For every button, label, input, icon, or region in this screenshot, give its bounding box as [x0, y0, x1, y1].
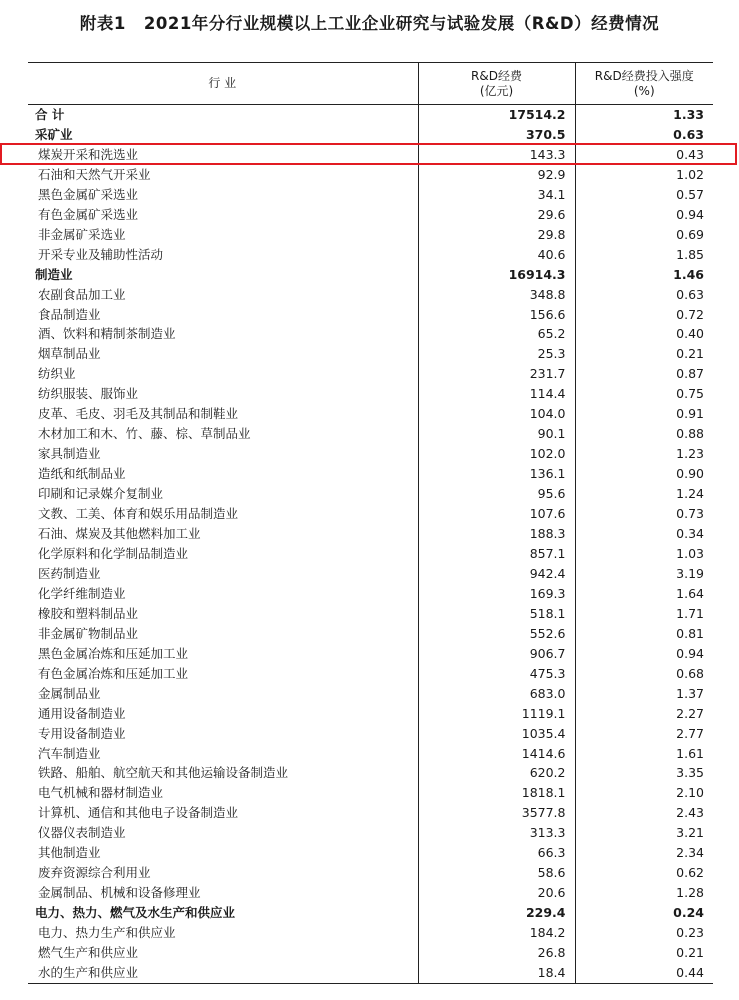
table-row — [28, 185, 713, 205]
rd-intensity-value: 1.28 — [575, 883, 713, 903]
rd-intensity-value: 0.90 — [575, 464, 713, 484]
rd-expenditure-value: 1414.6 — [418, 744, 575, 764]
table-row — [28, 444, 713, 464]
rd-intensity-value: 0.73 — [575, 504, 713, 524]
industry-name: 专用设备制造业 — [38, 725, 126, 741]
rd-intensity-value: 0.88 — [575, 424, 713, 444]
rd-expenditure-value: 857.1 — [418, 544, 575, 564]
table-row — [28, 644, 713, 664]
table-row — [28, 604, 713, 624]
rd-intensity-value: 0.91 — [575, 404, 713, 424]
table-row — [28, 783, 713, 803]
rd-expenditure-value: 16914.3 — [418, 265, 575, 285]
industry-name: 烟草制品业 — [38, 346, 101, 362]
rd-expenditure-value: 1035.4 — [418, 724, 575, 744]
industry-name: 汽车制造业 — [38, 745, 101, 761]
rd-intensity-value: 1.64 — [575, 584, 713, 604]
industry-name: 黑色金属冶炼和压延加工业 — [38, 645, 189, 661]
rd-expenditure-value: 114.4 — [418, 384, 575, 404]
rd-intensity-value: 0.57 — [575, 185, 713, 205]
table-row — [28, 105, 713, 125]
table-row — [28, 324, 713, 344]
header-rd-unit: (亿元) — [479, 83, 514, 98]
table-row — [28, 384, 713, 404]
industry-name: 文教、工美、体育和娱乐用品制造业 — [38, 506, 239, 522]
rd-intensity-value: 0.40 — [575, 324, 713, 344]
rd-expenditure-value: 313.3 — [418, 823, 575, 843]
rd-intensity-value: 1.71 — [575, 604, 713, 624]
industry-name: 燃气生产和供应业 — [38, 945, 139, 961]
table-row — [28, 504, 713, 524]
header-industry: 行 业 — [28, 63, 418, 105]
industry-name: 有色金属矿采选业 — [38, 206, 139, 222]
rd-intensity-value: 0.34 — [575, 524, 713, 544]
rd-expenditure-value: 518.1 — [418, 604, 575, 624]
industry-name: 制造业 — [35, 266, 73, 282]
table-row — [28, 265, 713, 285]
table-row — [28, 923, 713, 943]
rd-expenditure-value: 552.6 — [418, 624, 575, 644]
industry-name: 酒、饮料和精制茶制造业 — [38, 326, 176, 342]
rd-intensity-value: 0.94 — [575, 644, 713, 664]
industry-name: 黑色金属矿采选业 — [38, 186, 139, 202]
table-row — [28, 724, 713, 744]
industry-name: 有色金属冶炼和压延加工业 — [38, 665, 189, 681]
table-row — [28, 205, 713, 225]
rd-expenditure-value: 40.6 — [418, 245, 575, 265]
rd-expenditure-value: 143.3 — [418, 145, 575, 165]
table-row — [28, 364, 713, 384]
table-row — [28, 763, 713, 783]
table-row — [28, 624, 713, 644]
rd-expenditure-value: 17514.2 — [418, 105, 575, 125]
table-number: 附表1 — [79, 14, 126, 33]
header-rd-label: R&D经费 — [471, 68, 522, 83]
rd-intensity-value: 0.68 — [575, 664, 713, 684]
rd-expenditure-value: 3577.8 — [418, 803, 575, 823]
industry-name: 纺织业 — [38, 366, 76, 382]
page-title — [0, 10, 739, 34]
industry-name: 合 计 — [35, 107, 65, 122]
rd-intensity-value: 0.43 — [575, 145, 713, 165]
industry-name: 印刷和记录媒介复制业 — [38, 486, 164, 502]
table-row — [28, 225, 713, 245]
industry-name: 皮革、毛皮、羽毛及其制品和制鞋业 — [38, 406, 239, 422]
rd-intensity-value: 1.24 — [575, 484, 713, 504]
rd-expenditure-value: 136.1 — [418, 464, 575, 484]
table-row — [28, 664, 713, 684]
rd-expenditure-value: 29.8 — [418, 225, 575, 245]
industry-name: 电力、热力、燃气及水生产和供应业 — [35, 905, 236, 921]
rd-expenditure-value: 348.8 — [418, 285, 575, 305]
table-row — [28, 943, 713, 963]
rd-intensity-value: 3.21 — [575, 823, 713, 843]
industry-name: 医药制造业 — [38, 565, 101, 581]
industry-name: 石油、煤炭及其他燃料加工业 — [38, 526, 201, 542]
rd-expenditure-value: 231.7 — [418, 364, 575, 384]
industry-name: 通用设备制造业 — [38, 705, 126, 721]
industry-name: 铁路、船舶、航空航天和其他运输设备制造业 — [38, 765, 289, 781]
rd-intensity-value: 3.19 — [575, 564, 713, 584]
table-row — [28, 404, 713, 424]
industry-name: 采矿业 — [35, 126, 73, 142]
industry-name: 电力、热力生产和供应业 — [38, 925, 176, 941]
table-row — [28, 863, 713, 883]
table-row — [28, 744, 713, 764]
table-row — [28, 344, 713, 364]
table-row — [28, 883, 713, 903]
industry-name: 仪器仪表制造业 — [38, 825, 126, 841]
header-rd-intensity — [575, 63, 713, 105]
rd-intensity-value: 2.34 — [575, 843, 713, 863]
industry-name: 农副食品加工业 — [38, 286, 126, 302]
header-intensity-label: R&D经费投入强度 — [594, 68, 694, 83]
table-row — [28, 484, 713, 504]
industry-name: 非金属矿采选业 — [38, 226, 126, 242]
rd-expenditure-value: 92.9 — [418, 165, 575, 185]
industry-name: 金属制品、机械和设备修理业 — [38, 885, 201, 901]
rd-expenditure-value: 169.3 — [418, 584, 575, 604]
table-title: 2021年分行业规模以上工业企业研究与试验发展（R&D）经费情况 — [143, 14, 660, 33]
table-row — [28, 285, 713, 305]
rd-expenditure-value: 104.0 — [418, 404, 575, 424]
industry-name: 非金属矿物制品业 — [38, 625, 139, 641]
rd-expenditure-value: 18.4 — [418, 963, 575, 983]
rd-intensity-value: 0.21 — [575, 344, 713, 364]
rd-expenditure-value: 95.6 — [418, 484, 575, 504]
rd-intensity-value: 0.94 — [575, 205, 713, 225]
rd-intensity-value: 1.23 — [575, 444, 713, 464]
rd-intensity-value: 1.37 — [575, 684, 713, 704]
table-row — [28, 803, 713, 823]
industry-name: 电气机械和器材制造业 — [38, 785, 164, 801]
rd-intensity-value: 3.35 — [575, 763, 713, 783]
table-row — [28, 464, 713, 484]
rd-intensity-value: 1.03 — [575, 544, 713, 564]
rd-expenditure-value: 29.6 — [418, 205, 575, 225]
rd-intensity-value: 0.21 — [575, 943, 713, 963]
rd-intensity-value: 1.02 — [575, 165, 713, 185]
rd-expenditure-value: 229.4 — [418, 903, 575, 923]
rd-intensity-value: 1.33 — [575, 105, 713, 125]
industry-name: 造纸和纸制品业 — [38, 466, 126, 482]
rd-expenditure-value: 66.3 — [418, 843, 575, 863]
table-row — [28, 305, 713, 325]
rd-intensity-value: 0.44 — [575, 963, 713, 983]
table-row — [28, 245, 713, 265]
rd-expenditure-value: 683.0 — [418, 684, 575, 704]
rd-expenditure-value: 906.7 — [418, 644, 575, 664]
rd-intensity-value: 0.75 — [575, 384, 713, 404]
rd-intensity-value: 0.62 — [575, 863, 713, 883]
table-row — [28, 125, 713, 145]
rd-intensity-value: 0.63 — [575, 285, 713, 305]
table-row — [28, 584, 713, 604]
rd-intensity-value: 1.46 — [575, 265, 713, 285]
table-header-row — [28, 63, 713, 105]
industry-name: 石油和天然气开采业 — [38, 166, 151, 182]
industry-name: 食品制造业 — [38, 306, 101, 322]
table-row — [28, 684, 713, 704]
industry-name: 金属制品业 — [38, 685, 101, 701]
rd-intensity-value: 0.23 — [575, 923, 713, 943]
rd-expenditure-value: 184.2 — [418, 923, 575, 943]
table-row — [28, 165, 713, 185]
rd-expenditure-table — [28, 62, 713, 984]
rd-intensity-value: 0.69 — [575, 225, 713, 245]
rd-expenditure-value: 58.6 — [418, 863, 575, 883]
industry-name: 其他制造业 — [38, 845, 101, 861]
rd-expenditure-value: 26.8 — [418, 943, 575, 963]
rd-expenditure-value: 107.6 — [418, 504, 575, 524]
rd-expenditure-value: 1818.1 — [418, 783, 575, 803]
rd-intensity-value: 0.72 — [575, 305, 713, 325]
rd-expenditure-value: 1119.1 — [418, 704, 575, 724]
table-row — [28, 823, 713, 843]
table-row — [28, 424, 713, 444]
rd-expenditure-value: 65.2 — [418, 324, 575, 344]
industry-name: 木材加工和木、竹、藤、棕、草制品业 — [38, 426, 251, 442]
table-row — [28, 704, 713, 724]
table-row — [28, 843, 713, 863]
rd-expenditure-value: 25.3 — [418, 344, 575, 364]
header-rd-expenditure — [418, 63, 575, 105]
rd-intensity-value: 0.24 — [575, 903, 713, 923]
table-row — [28, 963, 713, 983]
rd-expenditure-value: 942.4 — [418, 564, 575, 584]
rd-intensity-value: 2.27 — [575, 704, 713, 724]
table-row — [28, 524, 713, 544]
table-row — [28, 564, 713, 584]
industry-name: 水的生产和供应业 — [28, 963, 418, 983]
table-row — [28, 145, 713, 165]
rd-intensity-value: 1.61 — [575, 744, 713, 764]
rd-expenditure-value: 156.6 — [418, 305, 575, 325]
rd-intensity-value: 2.10 — [575, 783, 713, 803]
industry-name: 化学原料和化学制品制造业 — [38, 545, 189, 561]
industry-name: 开采专业及辅助性活动 — [38, 246, 164, 262]
rd-expenditure-value: 90.1 — [418, 424, 575, 444]
rd-expenditure-value: 188.3 — [418, 524, 575, 544]
industry-name: 化学纤维制造业 — [38, 585, 126, 601]
table-row — [28, 544, 713, 564]
industry-name: 纺织服装、服饰业 — [38, 386, 139, 402]
industry-name: 计算机、通信和其他电子设备制造业 — [38, 805, 239, 821]
rd-expenditure-value: 34.1 — [418, 185, 575, 205]
rd-intensity-value: 0.87 — [575, 364, 713, 384]
rd-expenditure-value: 620.2 — [418, 763, 575, 783]
industry-name: 家具制造业 — [38, 446, 101, 462]
rd-intensity-value: 2.43 — [575, 803, 713, 823]
industry-name: 废弃资源综合利用业 — [38, 865, 151, 881]
rd-expenditure-value: 20.6 — [418, 883, 575, 903]
rd-expenditure-value: 475.3 — [418, 664, 575, 684]
rd-intensity-value: 0.81 — [575, 624, 713, 644]
rd-intensity-value: 0.63 — [575, 125, 713, 145]
header-intensity-unit: (%) — [633, 83, 655, 98]
rd-expenditure-value: 370.5 — [418, 125, 575, 145]
industry-name: 煤炭开采和洗选业 — [38, 146, 139, 162]
table-row — [28, 903, 713, 923]
rd-expenditure-value: 102.0 — [418, 444, 575, 464]
rd-intensity-value: 2.77 — [575, 724, 713, 744]
industry-name: 橡胶和塑料制品业 — [38, 605, 139, 621]
rd-intensity-value: 1.85 — [575, 245, 713, 265]
